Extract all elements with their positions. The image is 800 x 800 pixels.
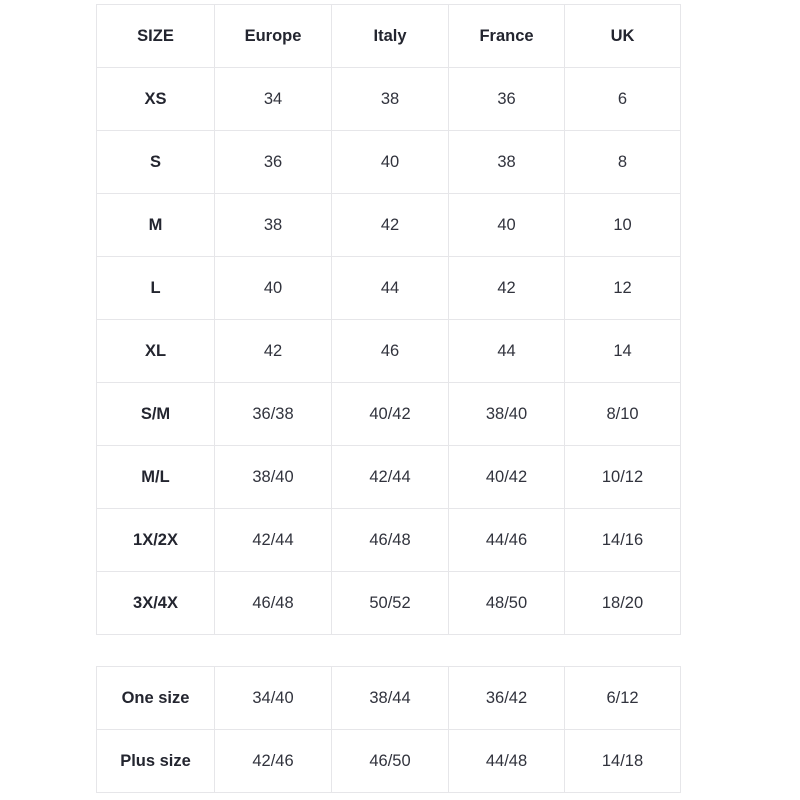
cell-france: 38/40 [449, 383, 565, 446]
row-label: XS [97, 68, 215, 131]
cell-europe: 38 [215, 194, 332, 257]
column-header-uk: UK [565, 5, 681, 68]
cell-europe: 46/48 [215, 572, 332, 635]
cell-uk: 14 [565, 320, 681, 383]
table-row [97, 667, 681, 730]
cell-europe: 34/40 [215, 667, 332, 730]
column-header-size: SIZE [97, 5, 215, 68]
cell-europe: 36 [215, 131, 332, 194]
cell-uk: 18/20 [565, 572, 681, 635]
table-row [97, 383, 681, 446]
cell-italy: 46 [332, 320, 449, 383]
table-row [97, 572, 681, 635]
cell-france: 44/46 [449, 509, 565, 572]
table-row [97, 68, 681, 131]
row-label: One size [97, 667, 215, 730]
row-label: 3X/4X [97, 572, 215, 635]
cell-italy: 40 [332, 131, 449, 194]
row-label: L [97, 257, 215, 320]
cell-uk: 10 [565, 194, 681, 257]
cell-italy: 46/48 [332, 509, 449, 572]
cell-italy: 38 [332, 68, 449, 131]
cell-france: 36/42 [449, 667, 565, 730]
size-chart-primary [96, 4, 680, 635]
cell-france: 44/48 [449, 730, 565, 793]
cell-italy: 38/44 [332, 667, 449, 730]
cell-france: 36 [449, 68, 565, 131]
cell-italy: 42/44 [332, 446, 449, 509]
cell-italy: 40/42 [332, 383, 449, 446]
cell-italy: 44 [332, 257, 449, 320]
row-label: Plus size [97, 730, 215, 793]
cell-europe: 42/46 [215, 730, 332, 793]
table-row [97, 257, 681, 320]
cell-europe: 42/44 [215, 509, 332, 572]
row-label: M [97, 194, 215, 257]
row-label: 1X/2X [97, 509, 215, 572]
column-header-france: France [449, 5, 565, 68]
row-label: M/L [97, 446, 215, 509]
column-header-europe: Europe [215, 5, 332, 68]
cell-italy: 42 [332, 194, 449, 257]
cell-europe: 42 [215, 320, 332, 383]
cell-uk: 6 [565, 68, 681, 131]
cell-uk: 8/10 [565, 383, 681, 446]
cell-france: 38 [449, 131, 565, 194]
row-label: S [97, 131, 215, 194]
cell-italy: 50/52 [332, 572, 449, 635]
table-row [97, 509, 681, 572]
column-header-italy: Italy [332, 5, 449, 68]
cell-uk: 12 [565, 257, 681, 320]
table-row [97, 320, 681, 383]
row-label: S/M [97, 383, 215, 446]
cell-france: 40 [449, 194, 565, 257]
cell-france: 42 [449, 257, 565, 320]
cell-france: 48/50 [449, 572, 565, 635]
cell-europe: 40 [215, 257, 332, 320]
cell-europe: 38/40 [215, 446, 332, 509]
cell-uk: 6/12 [565, 667, 681, 730]
size-conversion-table [96, 4, 681, 635]
table-row [97, 446, 681, 509]
cell-uk: 14/18 [565, 730, 681, 793]
row-label: XL [97, 320, 215, 383]
size-conversion-table-secondary [96, 666, 681, 793]
cell-europe: 36/38 [215, 383, 332, 446]
cell-france: 44 [449, 320, 565, 383]
table-row [97, 194, 681, 257]
table-row [97, 730, 681, 793]
table-row [97, 131, 681, 194]
cell-france: 40/42 [449, 446, 565, 509]
size-chart-secondary [96, 666, 680, 793]
cell-italy: 46/50 [332, 730, 449, 793]
cell-uk: 10/12 [565, 446, 681, 509]
cell-europe: 34 [215, 68, 332, 131]
table-header-row [97, 5, 681, 68]
cell-uk: 8 [565, 131, 681, 194]
cell-uk: 14/16 [565, 509, 681, 572]
